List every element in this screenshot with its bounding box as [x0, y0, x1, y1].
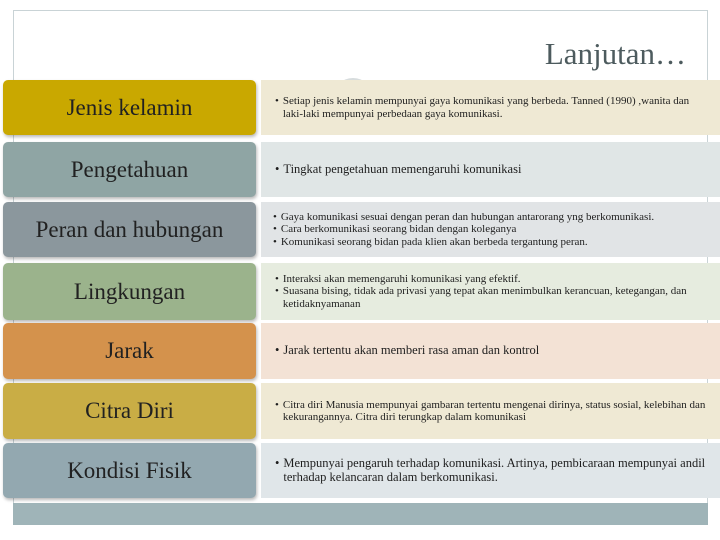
- slide-title: Lanjutan…: [544, 36, 686, 71]
- bullet-item: • Komunikasi seorang bidan pada klien akan berbeda tergantung peran.: [273, 235, 588, 248]
- bullet-item: • Interaksi akan memengaruhi komunikasi yang efektif.: [275, 272, 521, 285]
- label-kondisi-fisik: Kondisi Fisik: [3, 443, 256, 498]
- bullet-item: • Setiap jenis kelamin mempunyai gaya komunikasi yang berbeda. Tanned (1990) ,wanita dan laki-laki mempunyai perbedaan gaya komunikasi.: [275, 95, 690, 120]
- desc-lingkungan: [261, 263, 720, 320]
- desc-kondisi-fisik: [261, 443, 720, 498]
- desc-jenis-kelamin: [261, 80, 720, 135]
- label-lingkungan: Lingkungan: [3, 263, 256, 320]
- label-citra-diri: Citra Diri: [3, 383, 256, 439]
- desc-peran-dan-hubungan: [261, 202, 720, 257]
- bottom-decor-bar: [13, 503, 708, 525]
- bullet-item: • Citra diri Manusia mempunyai gambaran tertentu mengenai dirinya, status sosial, kelebihan dan kekurangannya. Citra diri terungkap dalam komunikasi: [275, 398, 706, 423]
- label-jarak: Jarak: [3, 323, 256, 379]
- label-pengetahuan: Pengetahuan: [3, 142, 256, 197]
- desc-pengetahuan: [261, 142, 720, 197]
- label-peran-dan-hubungan: Peran dan hubungan: [3, 202, 256, 257]
- bullet-item: • Tingkat pengetahuan memengaruhi komunikasi: [275, 161, 522, 176]
- bullet-item: • Jarak tertentu akan memberi rasa aman dan kontrol: [275, 343, 540, 358]
- desc-jarak: [261, 323, 720, 379]
- bullet-item: • Cara berkomunikasi seorang bidan dengan koleganya: [273, 223, 517, 236]
- desc-citra-diri: [261, 383, 720, 439]
- bullet-item: • Mempunyai pengaruh terhadap komunikasi. Artinya, pembicaraan mempunyai andil terhadap kelancaran dalam berkomunikasi.: [275, 456, 706, 484]
- bullet-item: • Suasana bising, tidak ada privasi yang tepat akan menimbulkan kerancuan, ketegangan, dan ketidaknyamanan: [275, 285, 687, 310]
- label-jenis-kelamin: Jenis kelamin: [3, 80, 256, 135]
- bullet-item: • Gaya komunikasi sesuai dengan peran dan hubungan antarorang yng berkomunikasi.: [273, 210, 655, 223]
